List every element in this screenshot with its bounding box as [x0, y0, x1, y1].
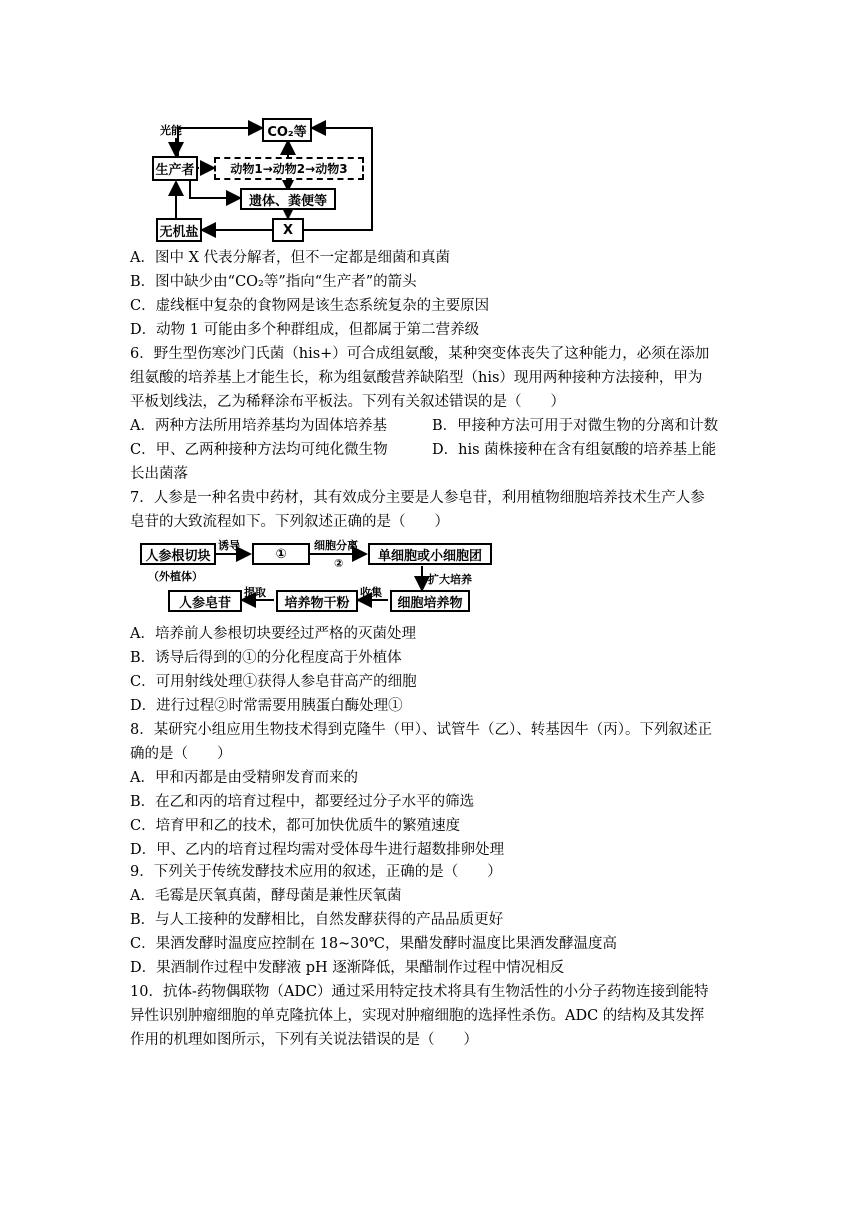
q7-option-a: A．培养前人参根切块要经过严格的灭菌处理: [130, 626, 416, 642]
q7-option-d: D．进行过程②时常需要用胰蛋白酶处理①: [130, 698, 403, 714]
cell-culture-box: 细胞培养物: [390, 590, 470, 612]
x-box: X: [272, 218, 304, 242]
food-chain-box: 动物1→动物2→动物3: [214, 157, 364, 180]
separate-label: 细胞分离: [314, 539, 358, 552]
minerals-box: 无机盐: [156, 218, 202, 242]
induce-label: 诱导: [218, 539, 240, 552]
q5-option-a: A．图中 X 代表分解者，但不一定都是细菌和真菌: [130, 250, 451, 266]
q5-option-b: B．图中缺少由“CO₂等”指向“生产者”的箭头: [130, 274, 417, 290]
step-two-label: ②: [334, 557, 344, 570]
q8-option-c: C．培育甲和乙的技术，都可加快优质牛的繁殖速度: [130, 818, 461, 834]
expand-label: 扩大培养: [428, 573, 472, 586]
q6-option-b: B．甲接种方法可用于对微生物的分离和计数: [432, 418, 719, 434]
collect-label: 收集: [360, 586, 382, 599]
q9-option-c: C．果酒发酵时温度应控制在 18~30℃，果醋发酵时温度比果酒发酵温度高: [130, 936, 617, 952]
q6-stem-3: 平板划线法，乙为稀释涂布平板法。下列有关叙述错误的是（ ）: [130, 394, 565, 410]
explant-label: （外植体）: [148, 570, 203, 583]
q6-option-c: C．甲、乙两种接种方法均可纯化微生物: [130, 442, 388, 458]
ginsenoside-box: 人参皂苷: [168, 590, 242, 612]
q7-stem-1: 7．人参是一种名贵中药材，其有效成分主要是人参皂苷，利用植物细胞培养技术生产人参: [130, 490, 705, 506]
q9-option-d: D．果酒制作过程中发酵液 pH 逐渐降低，果醋制作过程中情况相反: [130, 960, 565, 976]
q10-stem-1: 10．抗体-药物偶联物（ADC）通过采用特定技术将具有生物活性的小分子药物连接到能特: [130, 984, 709, 1000]
q10-stem-3: 作用的机理如图所示，下列有关说法错误的是（ ）: [130, 1032, 478, 1048]
co2-box: CO₂等: [262, 118, 312, 142]
q8-stem-1: 8．某研究小组应用生物技术得到克隆牛（甲）、试管牛（乙）、转基因牛（丙）。下列叙述正: [130, 722, 712, 738]
q7-option-c: C．可用射线处理①获得人参皂苷高产的细胞: [130, 674, 417, 690]
producer-box: 生产者: [152, 156, 198, 181]
q8-option-b: B．在乙和丙的培育过程中，都要经过分子水平的筛选: [130, 794, 475, 810]
dry-powder-box: 培养物干粉: [276, 590, 358, 612]
remains-box: 遗体、粪便等: [240, 188, 336, 210]
q6-stem-1: 6．野生型伤寒沙门氏菌（his+）可合成组氨酸，某种突变体丧失了这种能力，必须在添加: [130, 346, 710, 362]
q6-stem-2: 组氨酸的培养基上才能生长，称为组氨酸营养缺陷型（his）现用两种接种方法接种，甲为: [130, 370, 703, 386]
q10-stem-2: 异性识别肿瘤细胞的单克隆抗体上，实现对肿瘤细胞的选择性杀伤。ADC 的结构及其发挥: [130, 1008, 705, 1024]
light-label: 光能: [160, 124, 182, 137]
q9-option-a: A．毛霉是厌氧真菌，酵母菌是兼性厌氧菌: [130, 888, 402, 904]
q8-option-d: D．甲、乙内的培育过程均需对受体母牛进行超数排卵处理: [130, 842, 505, 858]
q9-option-b: B．与人工接种的发酵相比，自然发酵获得的产品品质更好: [130, 912, 504, 928]
root-explant-box: 人参根切块: [140, 543, 216, 565]
q6-option-a: A．两种方法所用培养基均为固体培养基: [130, 418, 387, 434]
q7-stem-2: 皂苷的大致流程如下。下列叙述正确的是（ ）: [130, 514, 449, 530]
extract-label: 提取: [244, 586, 266, 599]
q6-option-d: D．his 菌株接种在含有组氨酸的培养基上能: [432, 442, 717, 458]
q9-stem: 9．下列关于传统发酵技术应用的叙述，正确的是（ ）: [130, 864, 502, 880]
q8-option-a: A．甲和丙都是由受精卵发育而来的: [130, 770, 358, 786]
cell-cluster-box: 单细胞或小细胞团: [368, 543, 492, 565]
q6-option-d-cont: 长出菌落: [130, 466, 188, 482]
callus-box: ①: [252, 543, 310, 565]
q7-option-b: B．诱导后得到的①的分化程度高于外植体: [130, 650, 402, 666]
q8-stem-2: 确的是（ ）: [130, 746, 232, 762]
q5-option-d: D．动物 1 可能由多个种群组成，但都属于第二营养级: [130, 322, 480, 338]
q5-option-c: C．虚线框中复杂的食物网是该生态系统复杂的主要原因: [130, 298, 490, 314]
